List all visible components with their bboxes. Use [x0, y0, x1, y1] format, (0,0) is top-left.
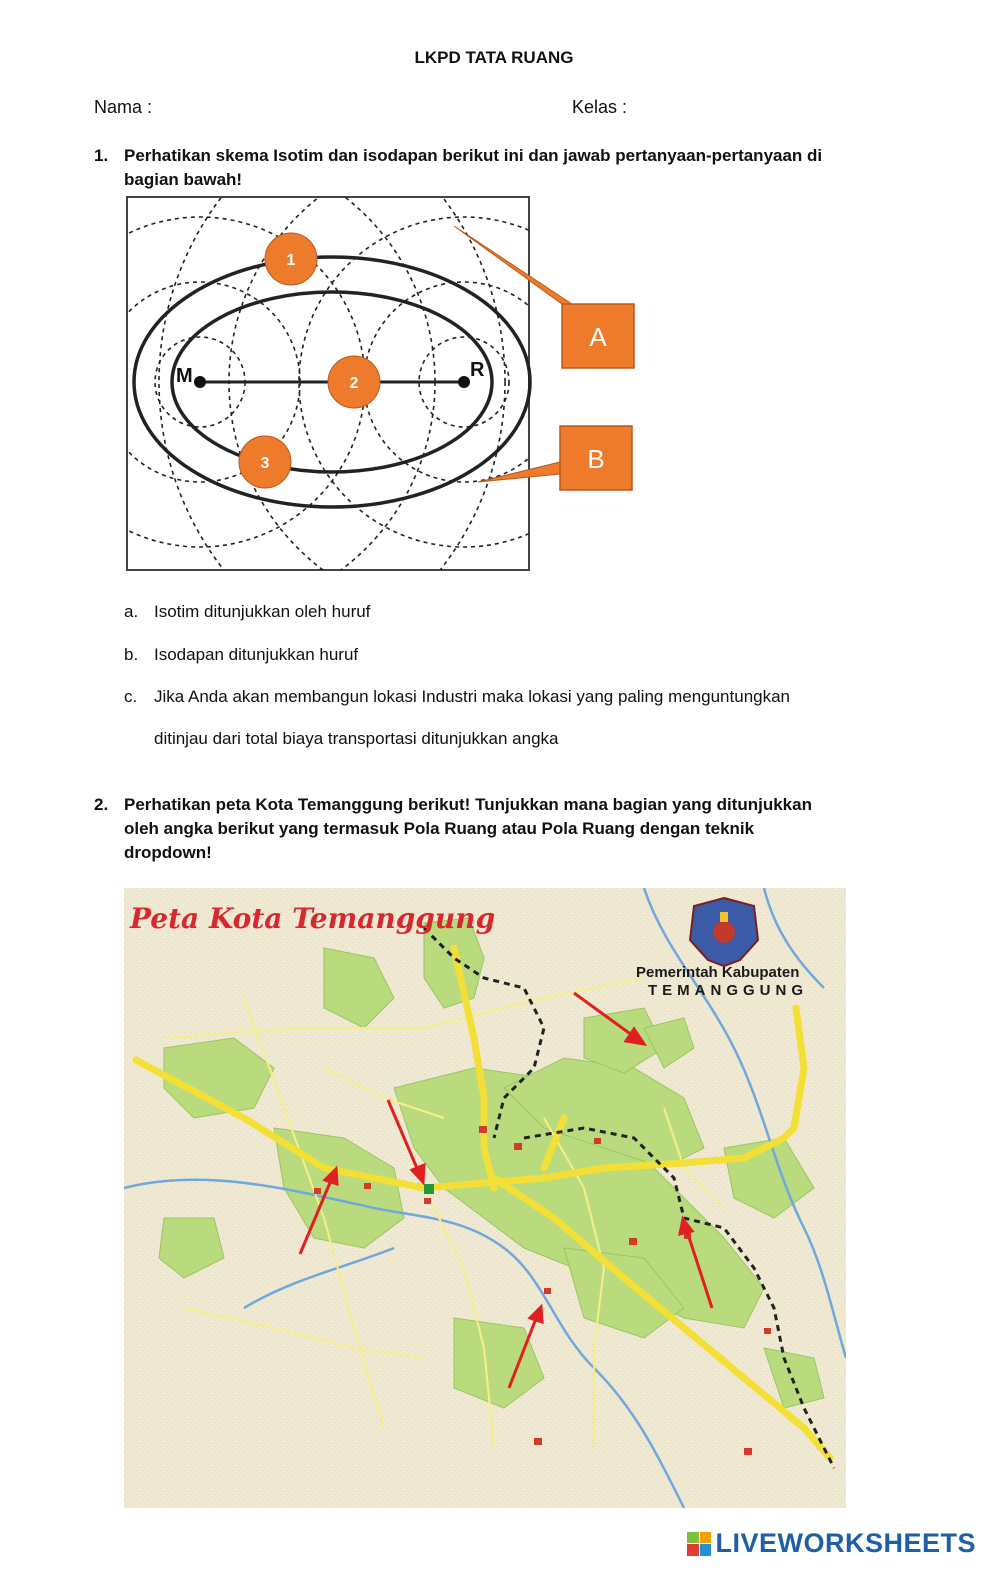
- question-2-line-1: Perhatikan peta Kota Temanggung berikut! Tunjukkan mana bagian yang ditunjukkan: [124, 795, 812, 814]
- name-label: Nama :: [94, 97, 153, 117]
- isotim-isodapan-diagram: [126, 196, 646, 576]
- question-1-line-1: Perhatikan skema Isotim dan isodapan berikut ini dan jawab pertanyaan-pertanyaan di: [124, 146, 823, 165]
- question-2-line-3: dropdown!: [124, 843, 212, 862]
- callout-b-label: B: [587, 444, 605, 474]
- item-c-text-continued: ditinjau dari total biaya transportasi ditunjukkan angka: [154, 729, 559, 748]
- item-c-letter: c.: [124, 687, 138, 706]
- point-2-label: 2: [349, 375, 359, 392]
- temanggung-city-map: [124, 888, 846, 1508]
- item-b-text: Isodapan ditunjukkan huruf: [154, 645, 359, 664]
- point-1-label: 1: [286, 252, 296, 269]
- map-title: Peta Kota Temanggung: [130, 902, 496, 935]
- liveworksheets-brand: LIVEWORKSHEETS: [715, 1528, 976, 1558]
- item-a-letter: a.: [124, 602, 139, 621]
- question-1-number: 1.: [94, 146, 109, 165]
- question-2-line-2: oleh angka berikut yang termasuk Pola Ruang atau Pola Ruang dengan teknik: [124, 819, 755, 838]
- liveworksheets-logo: [687, 1528, 976, 1559]
- question-2-number: 2.: [94, 795, 109, 814]
- map-town-square: [424, 1184, 434, 1194]
- map-authority-line-2: TEMANGGUNG: [648, 982, 808, 999]
- map-authority-line-1: Pemerintah Kabupaten: [636, 964, 800, 981]
- question-1-line-2: bagian bawah!: [124, 170, 243, 189]
- item-a-text: Isotim ditunjukkan oleh huruf: [154, 602, 371, 621]
- point-m: [194, 376, 206, 388]
- point-3-label: 3: [260, 455, 270, 472]
- question-2-text: [124, 793, 924, 865]
- label-m: M: [176, 365, 193, 387]
- worksheet-title: LKPD TATA RUANG: [414, 48, 574, 67]
- callout-a-label: A: [589, 322, 607, 352]
- question-1-text: [124, 144, 924, 192]
- point-r: [458, 376, 470, 388]
- label-r: R: [470, 359, 485, 381]
- item-b-letter: b.: [124, 645, 139, 664]
- item-c-text: Jika Anda akan membangun lokasi Industri maka lokasi yang paling menguntungkan: [154, 687, 791, 706]
- class-label: Kelas :: [572, 97, 628, 117]
- liveworksheets-badge-icon: [687, 1532, 711, 1556]
